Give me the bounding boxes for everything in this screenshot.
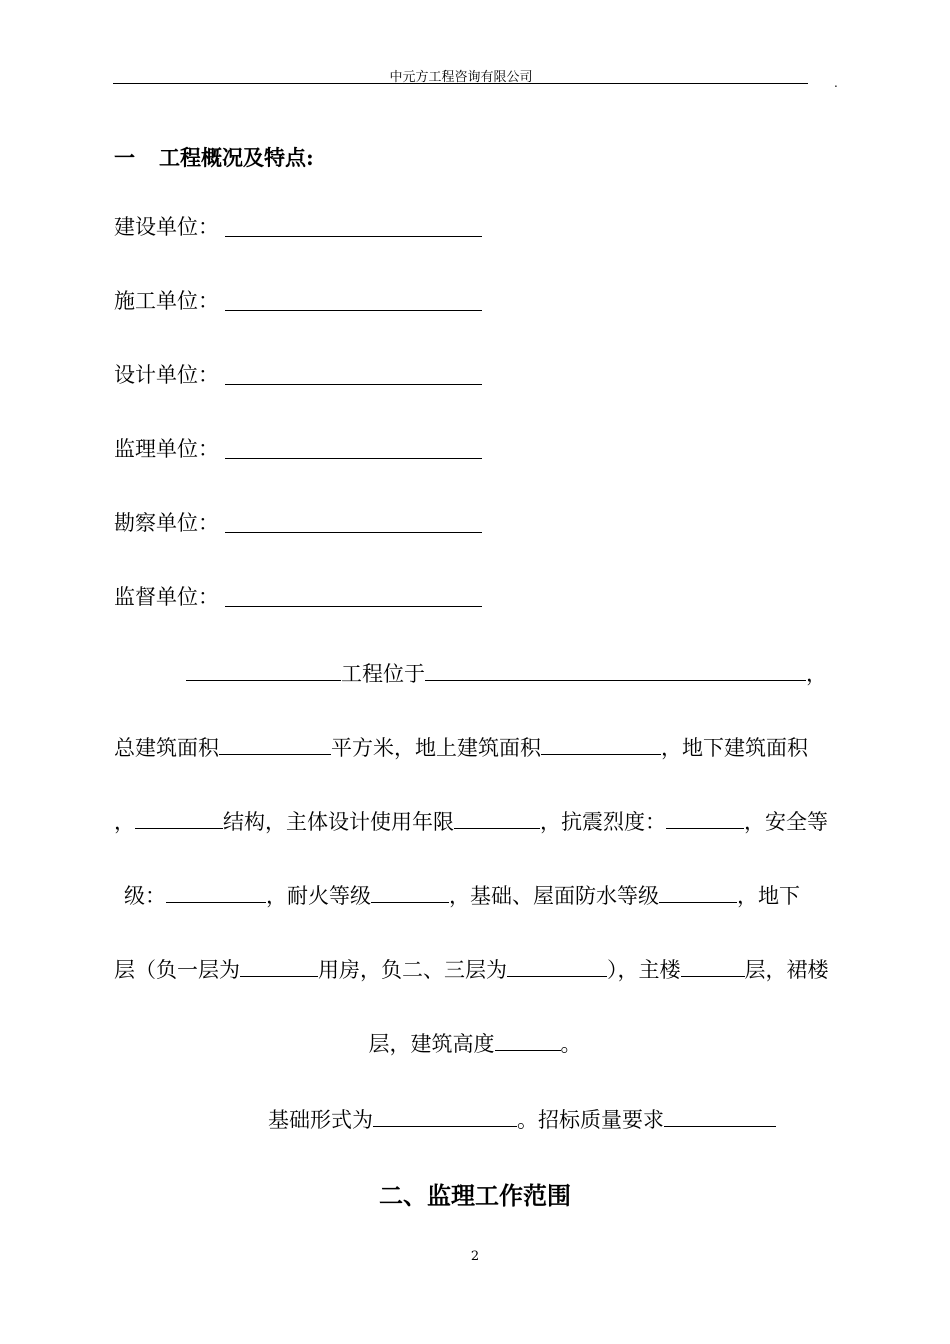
blank-b1-use[interactable] [240, 954, 318, 977]
blank-design-life[interactable] [454, 806, 540, 829]
text-quality-requirement: 。招标质量要求 [517, 1108, 664, 1132]
blank-foundation-type[interactable] [373, 1104, 517, 1127]
field-label-builder-unit: 施工单位： [114, 289, 219, 313]
field-label-construction-unit: 建设单位： [114, 215, 219, 239]
text-comma: ， [806, 662, 827, 686]
field-line-survey-unit[interactable] [225, 532, 482, 533]
blank-fire-rating[interactable] [371, 880, 449, 903]
field-label-oversight-unit: 监督单位： [114, 585, 219, 609]
paragraph-line-6 [0, 1028, 950, 1058]
section1-heading [114, 142, 314, 172]
text-located-at: 工程位于 [341, 662, 425, 686]
text-total-area: 总建筑面积 [114, 736, 219, 760]
text-comma: ， [114, 810, 135, 834]
field-line-builder-unit[interactable] [225, 310, 482, 311]
blank-safety-grade[interactable] [166, 880, 266, 903]
text-period: 。 [560, 1032, 582, 1056]
header-dot: . [834, 76, 838, 90]
blank-project-name[interactable] [186, 658, 341, 681]
paragraph-line-3 [114, 806, 828, 836]
field-line-oversight-unit[interactable] [225, 606, 482, 607]
header-company: 中元方工程咨询有限公司 [389, 70, 533, 85]
text-safety-grade: ，安全等 [744, 810, 828, 834]
paragraph-line-1 [186, 658, 827, 688]
text-foundation-type: 基础形式为 [268, 1108, 373, 1132]
field-label-survey-unit: 勘察单位： [114, 511, 219, 535]
field-line-supervision-unit[interactable] [225, 458, 482, 459]
text-seismic: ，抗震烈度： [540, 810, 666, 834]
blank-waterproof-grade[interactable] [659, 880, 737, 903]
text-above-ground-area: 平方米，地上建筑面积 [331, 736, 541, 760]
blank-building-height[interactable] [495, 1028, 561, 1051]
text-podium: 层，裙楼 [744, 958, 829, 982]
field-line-design-unit[interactable] [225, 384, 482, 385]
blank-quality-requirement[interactable] [664, 1104, 776, 1127]
blank-total-area[interactable] [219, 732, 331, 755]
text-underground-area: ，地下建筑面积 [661, 736, 808, 760]
text-b1-floor: 层（负一层为 [114, 958, 240, 982]
blank-main-floors[interactable] [681, 954, 745, 977]
blank-structure[interactable] [135, 806, 223, 829]
text-design-life: 结构，主体设计使用年限 [223, 810, 454, 834]
text-fire-rating: ，耐火等级 [266, 884, 371, 908]
text-underground: ，地下 [737, 884, 800, 908]
blank-above-ground-area[interactable] [541, 732, 661, 755]
text-building-height: 层，建筑高度 [368, 1032, 495, 1056]
blank-b2-b3-use[interactable] [507, 954, 607, 977]
section1-number: 一 [114, 145, 135, 170]
header-rule [113, 83, 808, 84]
field-label-supervision-unit: 监理单位： [114, 437, 219, 461]
page-number: 2 [470, 1249, 480, 1264]
field-label-design-unit: 设计单位： [114, 363, 219, 387]
paragraph-line-4 [124, 880, 800, 910]
paragraph-line-5 [114, 954, 829, 984]
blank-seismic[interactable] [666, 806, 744, 829]
text-b2-b3-floor: 用房，负二、三层为 [318, 958, 507, 982]
section1-title: 工程概况及特点: [159, 145, 314, 170]
paragraph-line-2 [114, 732, 808, 762]
blank-location[interactable] [425, 658, 806, 681]
section2-heading: 二、监理工作范围 [379, 1181, 571, 1210]
text-main-building: ），主楼 [607, 958, 681, 982]
text-grade: 级： [124, 884, 166, 908]
text-waterproof-grade: ，基础、屋面防水等级 [449, 884, 659, 908]
paragraph-line-7 [268, 1104, 776, 1134]
field-line-construction-unit[interactable] [225, 236, 482, 237]
